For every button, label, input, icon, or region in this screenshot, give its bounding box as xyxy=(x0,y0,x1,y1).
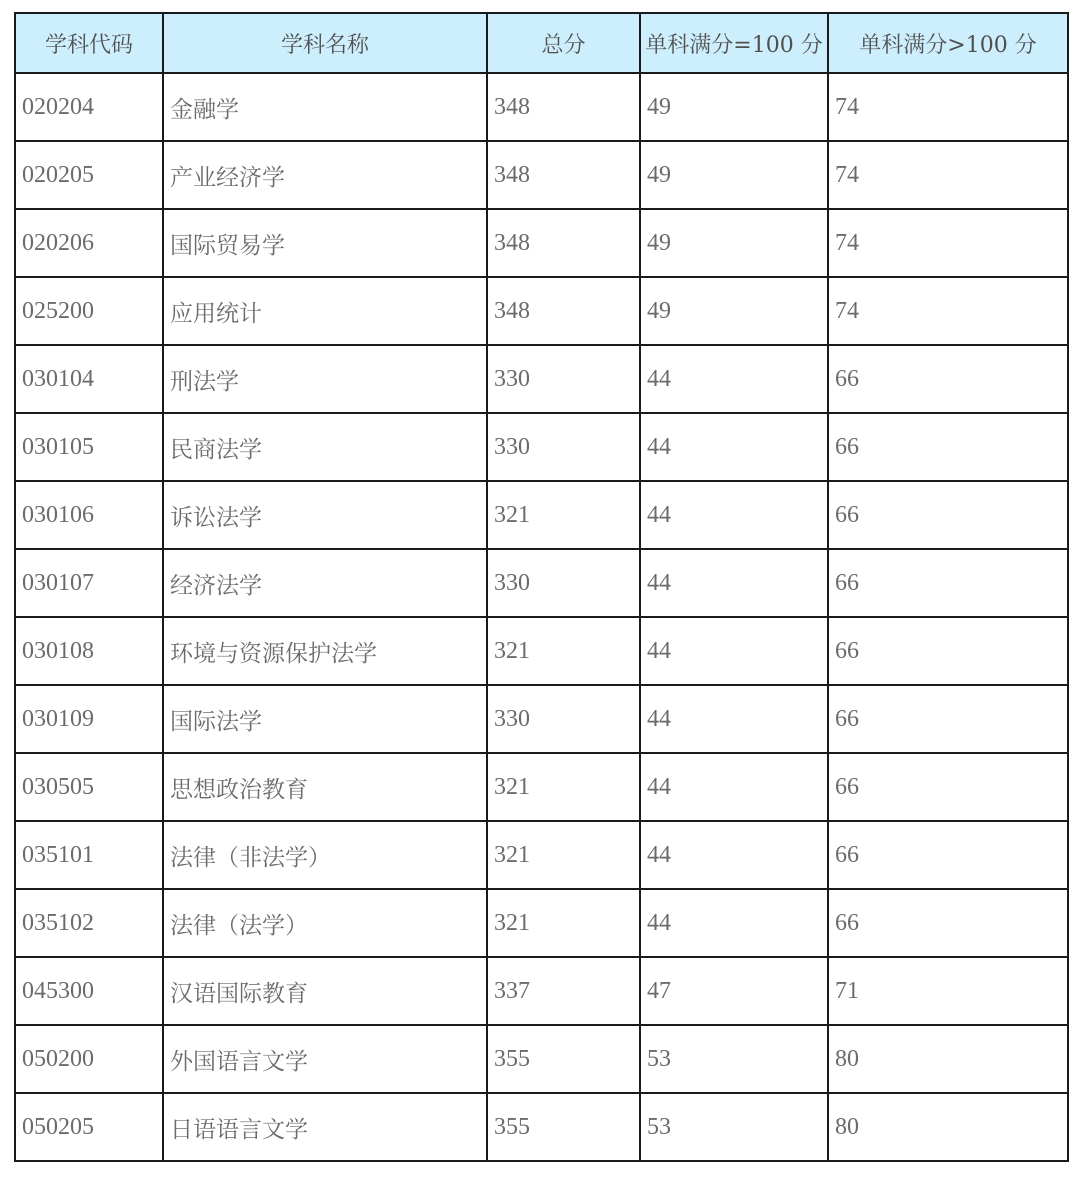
cell-total-score: 330 xyxy=(487,413,640,481)
score-table xyxy=(14,12,1069,1162)
table-row xyxy=(15,685,1068,753)
cell-single-eq-100: 44 xyxy=(640,345,828,413)
table-row xyxy=(15,617,1068,685)
table-row xyxy=(15,413,1068,481)
cell-single-eq-100: 44 xyxy=(640,889,828,957)
cell-subject-code: 030106 xyxy=(15,481,163,549)
table-row xyxy=(15,1025,1068,1093)
cell-total-score: 330 xyxy=(487,549,640,617)
cell-single-eq-100: 44 xyxy=(640,821,828,889)
cell-subject-code: 030109 xyxy=(15,685,163,753)
cell-single-gt-100: 74 xyxy=(828,73,1068,141)
table-row xyxy=(15,549,1068,617)
table-row xyxy=(15,889,1068,957)
cell-subject-code: 050205 xyxy=(15,1093,163,1161)
cell-subject-code: 025200 xyxy=(15,277,163,345)
cell-single-eq-100: 44 xyxy=(640,481,828,549)
cell-single-eq-100: 49 xyxy=(640,209,828,277)
cell-subject-code: 030105 xyxy=(15,413,163,481)
cell-subject-code: 035101 xyxy=(15,821,163,889)
header-single-eq-100: 单科满分=100 分 xyxy=(640,13,828,73)
cell-single-gt-100: 66 xyxy=(828,753,1068,821)
cell-total-score: 355 xyxy=(487,1025,640,1093)
cell-total-score: 321 xyxy=(487,617,640,685)
cell-single-eq-100: 44 xyxy=(640,549,828,617)
table-row xyxy=(15,209,1068,277)
cell-single-eq-100: 44 xyxy=(640,617,828,685)
cell-subject-name: 应用统计 xyxy=(163,277,487,345)
cell-total-score: 348 xyxy=(487,277,640,345)
cell-single-gt-100: 66 xyxy=(828,481,1068,549)
cell-total-score: 355 xyxy=(487,1093,640,1161)
header-subject-name: 学科名称 xyxy=(163,13,487,73)
cell-single-gt-100: 66 xyxy=(828,685,1068,753)
cell-subject-name: 金融学 xyxy=(163,73,487,141)
cell-subject-code: 020204 xyxy=(15,73,163,141)
cell-subject-name: 经济法学 xyxy=(163,549,487,617)
cell-single-eq-100: 49 xyxy=(640,141,828,209)
cell-single-gt-100: 66 xyxy=(828,889,1068,957)
cell-subject-code: 020205 xyxy=(15,141,163,209)
cell-subject-name: 民商法学 xyxy=(163,413,487,481)
cell-subject-name: 刑法学 xyxy=(163,345,487,413)
table-row xyxy=(15,957,1068,1025)
cell-subject-code: 035102 xyxy=(15,889,163,957)
header-row xyxy=(15,13,1068,73)
cell-single-gt-100: 66 xyxy=(828,549,1068,617)
cell-total-score: 348 xyxy=(487,141,640,209)
table-row xyxy=(15,141,1068,209)
cell-subject-code: 050200 xyxy=(15,1025,163,1093)
table-row xyxy=(15,821,1068,889)
cell-single-gt-100: 66 xyxy=(828,413,1068,481)
header-single-gt-100: 单科满分>100 分 xyxy=(828,13,1068,73)
table-row xyxy=(15,753,1068,821)
cell-single-gt-100: 74 xyxy=(828,209,1068,277)
cell-total-score: 330 xyxy=(487,685,640,753)
cell-single-eq-100: 44 xyxy=(640,413,828,481)
cell-single-eq-100: 49 xyxy=(640,73,828,141)
cell-single-eq-100: 47 xyxy=(640,957,828,1025)
table-row xyxy=(15,481,1068,549)
cell-single-gt-100: 66 xyxy=(828,821,1068,889)
cell-subject-name: 外国语言文学 xyxy=(163,1025,487,1093)
table-header xyxy=(15,13,1068,73)
cell-subject-name: 汉语国际教育 xyxy=(163,957,487,1025)
score-table-container xyxy=(14,12,1069,1162)
cell-subject-name: 法律（非法学） xyxy=(163,821,487,889)
cell-single-gt-100: 74 xyxy=(828,141,1068,209)
cell-total-score: 330 xyxy=(487,345,640,413)
cell-single-gt-100: 74 xyxy=(828,277,1068,345)
header-subject-code: 学科代码 xyxy=(15,13,163,73)
cell-single-gt-100: 66 xyxy=(828,345,1068,413)
cell-subject-name: 诉讼法学 xyxy=(163,481,487,549)
cell-subject-code: 045300 xyxy=(15,957,163,1025)
table-row xyxy=(15,345,1068,413)
cell-subject-code: 030104 xyxy=(15,345,163,413)
cell-single-eq-100: 53 xyxy=(640,1025,828,1093)
cell-total-score: 348 xyxy=(487,209,640,277)
cell-total-score: 337 xyxy=(487,957,640,1025)
cell-subject-name: 国际法学 xyxy=(163,685,487,753)
cell-subject-code: 030107 xyxy=(15,549,163,617)
cell-single-eq-100: 44 xyxy=(640,753,828,821)
cell-subject-code: 030108 xyxy=(15,617,163,685)
cell-subject-code: 020206 xyxy=(15,209,163,277)
cell-single-eq-100: 53 xyxy=(640,1093,828,1161)
cell-total-score: 321 xyxy=(487,481,640,549)
header-total-score: 总分 xyxy=(487,13,640,73)
cell-subject-name: 国际贸易学 xyxy=(163,209,487,277)
cell-total-score: 321 xyxy=(487,821,640,889)
cell-single-eq-100: 49 xyxy=(640,277,828,345)
table-row xyxy=(15,1093,1068,1161)
table-body xyxy=(15,73,1068,1161)
cell-total-score: 321 xyxy=(487,753,640,821)
cell-single-gt-100: 71 xyxy=(828,957,1068,1025)
cell-subject-name: 环境与资源保护法学 xyxy=(163,617,487,685)
cell-total-score: 348 xyxy=(487,73,640,141)
cell-subject-name: 思想政治教育 xyxy=(163,753,487,821)
table-row xyxy=(15,277,1068,345)
cell-subject-name: 法律（法学） xyxy=(163,889,487,957)
cell-single-gt-100: 66 xyxy=(828,617,1068,685)
cell-single-eq-100: 44 xyxy=(640,685,828,753)
table-row xyxy=(15,73,1068,141)
cell-single-gt-100: 80 xyxy=(828,1093,1068,1161)
cell-total-score: 321 xyxy=(487,889,640,957)
cell-subject-code: 030505 xyxy=(15,753,163,821)
cell-subject-name: 日语语言文学 xyxy=(163,1093,487,1161)
cell-single-gt-100: 80 xyxy=(828,1025,1068,1093)
cell-subject-name: 产业经济学 xyxy=(163,141,487,209)
